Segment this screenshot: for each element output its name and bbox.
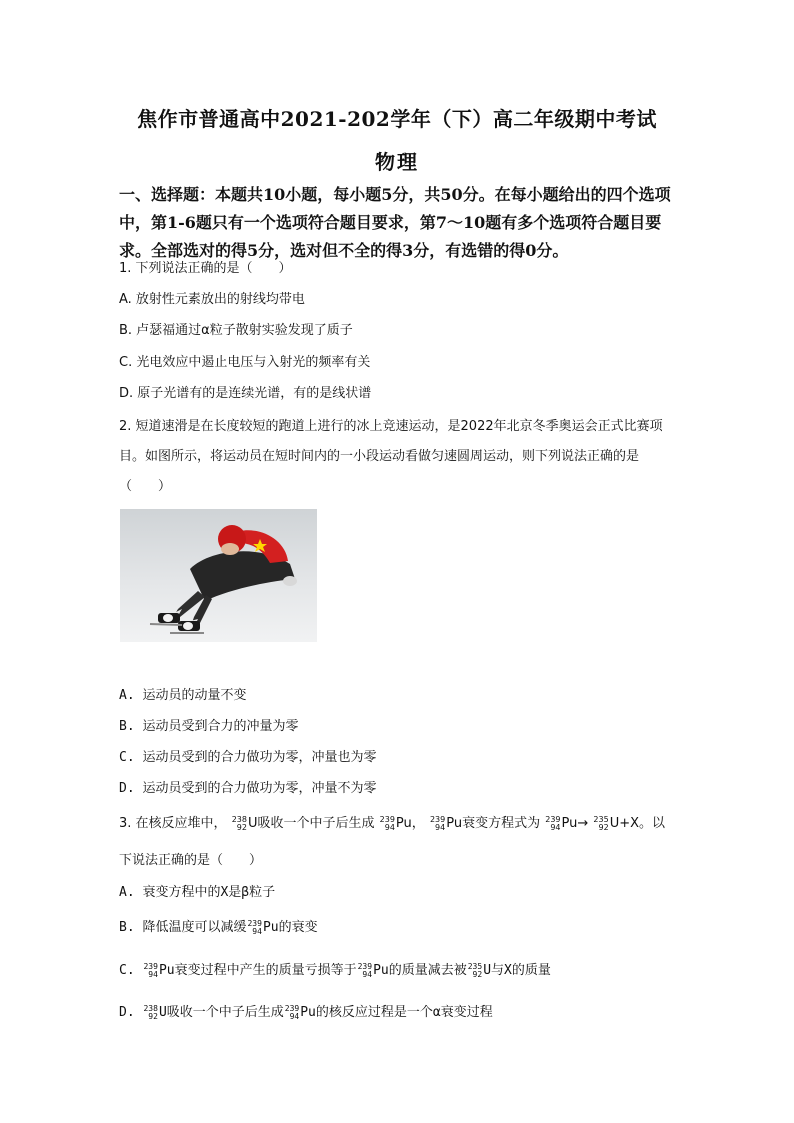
q3-option-d: D. 238 92 U吸收一个中子后生成 239 94 Pu的核反应过程是一个α衰变过程 [119,1003,493,1021]
nuclide-u238: 238 92 [231,814,247,832]
nuclide-pu239: 239 94 [284,1003,300,1021]
q2-option-b: B. 运动员受到合力的冲量为零 [119,719,299,734]
q2-option-d: D. 运动员受到的合力做功为零，冲量不为零 [119,781,377,796]
nuclide-pu239: 239 94 [143,961,158,979]
q2-stem: 2. 短道速滑是在长度较短的跑道上进行的冰上竞速运动，是2022年北京冬季奥运会正式比赛项目。如图所示，将运动员在短时间内的一小段运动看做匀速圆周运动，则下列说法正确的是（ ） [119,419,663,494]
exam-title: 焦作市普通高中2021-202学年（下）高二年级期中考试 [137,107,657,131]
q1-option-d: D. 原子光谱有的是连续光谱，有的是线状谱 [119,386,372,401]
q1-option-a: A. 放射性元素放出的射线均带电 [119,292,305,307]
q1-stem: 1. 下列说法正确的是（ ） [119,261,292,276]
q3-stem-line1: 3. 在核反应堆中， 238 92 U吸收一个中子后生成 239 94 Pu， 239 94 Pu衰变方程式为 239 94 Pu→ 235 92 U+X。以 [119,814,666,832]
nuclide-pu239: 239 94 [379,814,395,832]
q3-option-b: B. 降低温度可以减缓 239 94 Pu的衰变 [119,918,318,936]
nuclide-pu239: 239 94 [429,814,446,832]
section-instructions: 一、选择题：本题共10小题，每小题5分，共50分。在每小题给出的四个选项中，第1-6题只有一个选项符合题目要求，第7～10题有多个选项符合题目要求。全部选对的得5分，选对但不全的得3分，有选错的得0分。 [119,185,671,260]
nuclide-u235: 235 92 [593,814,609,832]
q3-stem-line2: 下说法正确的是（ ） [119,853,263,868]
q1-option-c: C. 光电效应中遏止电压与入射光的频率有关 [119,355,371,370]
q3-option-c: C. 239 94 Pu衰变过程中产生的质量亏损等于 239 94 Pu的质量减去被 235 92 U与X的质量 [119,961,551,979]
q3-option-a: A. 衰变方程中的X是β粒子 [119,885,276,900]
nuclide-pu239: 239 94 [545,814,561,832]
nuclide-u235: 235 92 [467,961,483,979]
nuclide-pu239: 239 94 [247,918,262,936]
q1-option-b: B. 卢瑟福通过α粒子散射实验发现了质子 [119,323,353,338]
q2-option-a: A. 运动员的动量不变 [119,688,247,703]
speed-skater-photo [120,509,317,642]
q2-option-c: C. 运动员受到的合力做功为零，冲量也为零 [119,750,377,765]
nuclide-u238: 238 92 [143,1003,158,1021]
subject-title: 物理 [375,150,419,174]
nuclide-pu239: 239 94 [357,961,373,979]
